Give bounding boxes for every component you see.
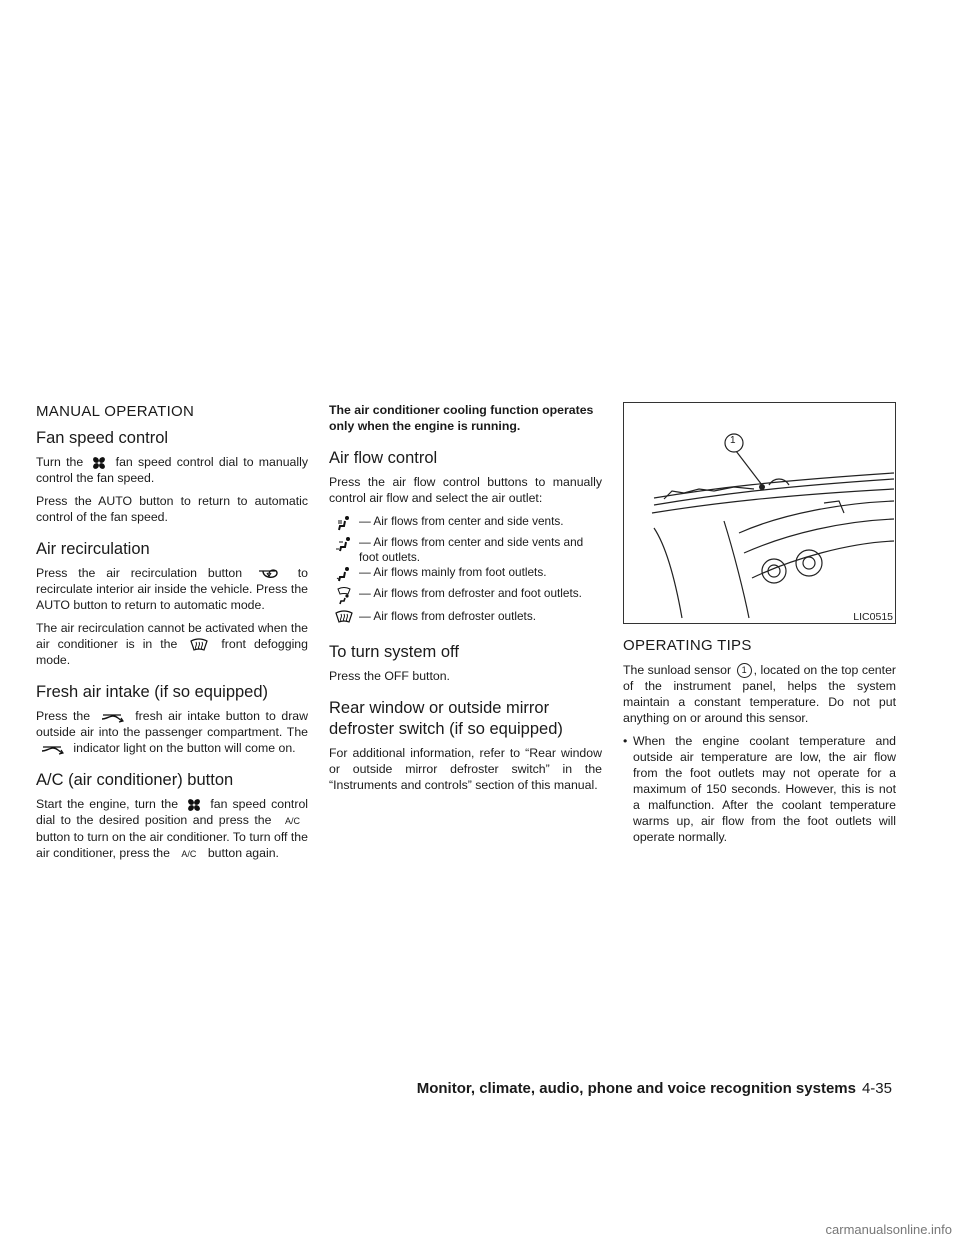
- fan-auto-paragraph: Press the AUTO button to return to automatic control of the fan speed.: [36, 494, 308, 524]
- defrost-icon: [334, 610, 354, 624]
- fan-text-post: fan speed control dial to manually control the fan speed.: [36, 455, 309, 485]
- column-left: [36, 402, 308, 869]
- rear-defroster-paragraph: For additional information, refer to “Rear window or outside mirror defroster switch” in the “Instruments and controls” section of this manual.: [329, 746, 602, 792]
- sunload-sensor-paragraph: [623, 662, 896, 726]
- recirc2-text-post: front defogging mode.: [36, 637, 308, 667]
- recirc-text-pre: Press the air recirculation button: [36, 566, 243, 580]
- ac-text-d: button again.: [207, 845, 279, 860]
- recirc-paragraph-1: [36, 565, 308, 613]
- operating-tip-bullet: [623, 733, 896, 845]
- ac-text-c: button to turn on the air conditioner. To turn off the air conditioner, press the: [36, 829, 308, 860]
- fresh-text-pre: Press the: [36, 709, 91, 723]
- ac-button-heading: A/C (air conditioner) button: [36, 771, 234, 789]
- defrost-foot-icon: [336, 587, 352, 605]
- fresh-text-post: indicator light on the button will come on.: [73, 741, 296, 755]
- system-off-heading: To turn system off: [329, 643, 459, 661]
- air-flow-intro: Press the air flow control buttons to manually control air flow and select the air outlet:: [329, 475, 602, 505]
- fresh-air-paragraph: [36, 708, 308, 756]
- cooling-note: The air conditioner cooling function operates only when the engine is running.: [329, 403, 594, 433]
- sunload-text-pre: The sunload sensor: [623, 663, 732, 677]
- recirc2-text-pre: The air recirculation cannot be activated when the air conditioner is in the: [36, 621, 308, 651]
- section-title: MANUAL OPERATION: [36, 403, 195, 420]
- fan-speed-paragraph: [36, 454, 308, 486]
- recirculation-icon: [257, 567, 283, 581]
- sunload-sensor-figure: [623, 402, 896, 624]
- ac-text-b: fan speed control dial to the desired position and press the: [36, 797, 309, 827]
- air-flow-list: [329, 514, 602, 628]
- column-middle: [329, 402, 602, 800]
- page-number: 4-35: [861, 1080, 892, 1097]
- fresh-air-icon: [100, 710, 126, 724]
- air-flow-heading: Air flow control: [329, 449, 438, 467]
- air-flow-item: — Air flows from center and side vents.: [329, 514, 602, 535]
- air-recirculation-heading: Air recirculation: [36, 540, 150, 558]
- figure-code: LIC0515: [853, 611, 893, 623]
- fan-text-pre: Turn the: [36, 455, 84, 469]
- air-flow-item: — Air flows from defroster and foot outlets.: [329, 586, 602, 609]
- sunload-text-post: , located on the top center of the instrument panel, helps the system maintain a constant temperature. Do not put anything on or around this sensor.: [623, 663, 896, 726]
- air-flow-item: — Air flows from center and side vents and foot outlets.: [329, 535, 602, 565]
- system-off-paragraph: Press the OFF button.: [329, 669, 450, 683]
- bullet-mark: •: [623, 734, 628, 749]
- page-footer: [417, 1080, 892, 1097]
- fresh-air-heading: Fresh air intake (if so equipped): [36, 683, 269, 701]
- front-defrost-icon: [189, 638, 209, 652]
- vent-face-foot-icon: [335, 536, 353, 552]
- ac-paragraph: [36, 796, 308, 862]
- fresh-air-indicator-icon: [40, 742, 66, 756]
- air-flow-item: — Air flows from defroster outlets.: [329, 609, 602, 628]
- footer-section-title: Monitor, climate, audio, phone and voice recognition systems: [416, 1080, 856, 1097]
- ac-symbol-icon: A/C: [181, 848, 197, 859]
- recirc-paragraph-2: [36, 620, 308, 668]
- air-flow-item: — Air flows mainly from foot outlets.: [329, 565, 602, 586]
- operating-tips-heading: OPERATING TIPS: [623, 637, 752, 654]
- figure-callout: 1: [730, 435, 736, 446]
- dashboard-illustration: [624, 403, 895, 623]
- watermark: carmanualsonline.info: [825, 1222, 952, 1237]
- column-right: [623, 402, 896, 845]
- ac-symbol-icon: A/C: [284, 815, 300, 826]
- fan-icon: [187, 798, 201, 812]
- bullet-text: When the engine coolant temperature and outside air temperature are low, the air flow from the foot outlets may not operate for a maximum of 150 seconds. However, this is not a malfunction. After the coolant temperature warms up, air flow from the foot outlets will operate normally.: [633, 734, 896, 845]
- vent-face-icon: [336, 515, 352, 531]
- recirc-text-post: to recirculate interior air inside the vehicle. Press the AUTO button to return to automatic mode.: [36, 566, 308, 612]
- fan-speed-heading: Fan speed control: [36, 429, 169, 447]
- fresh-text-mid: fresh air intake button to draw outside air into the passenger compartment. The: [36, 709, 309, 739]
- vent-foot-icon: [336, 566, 352, 582]
- rear-defroster-heading: Rear window or outside mirror defroster switch (if so equipped): [329, 699, 563, 738]
- fan-icon: [92, 456, 106, 470]
- ac-text-a: Start the engine, turn the: [36, 797, 179, 811]
- callout-number-icon: 1: [737, 663, 752, 678]
